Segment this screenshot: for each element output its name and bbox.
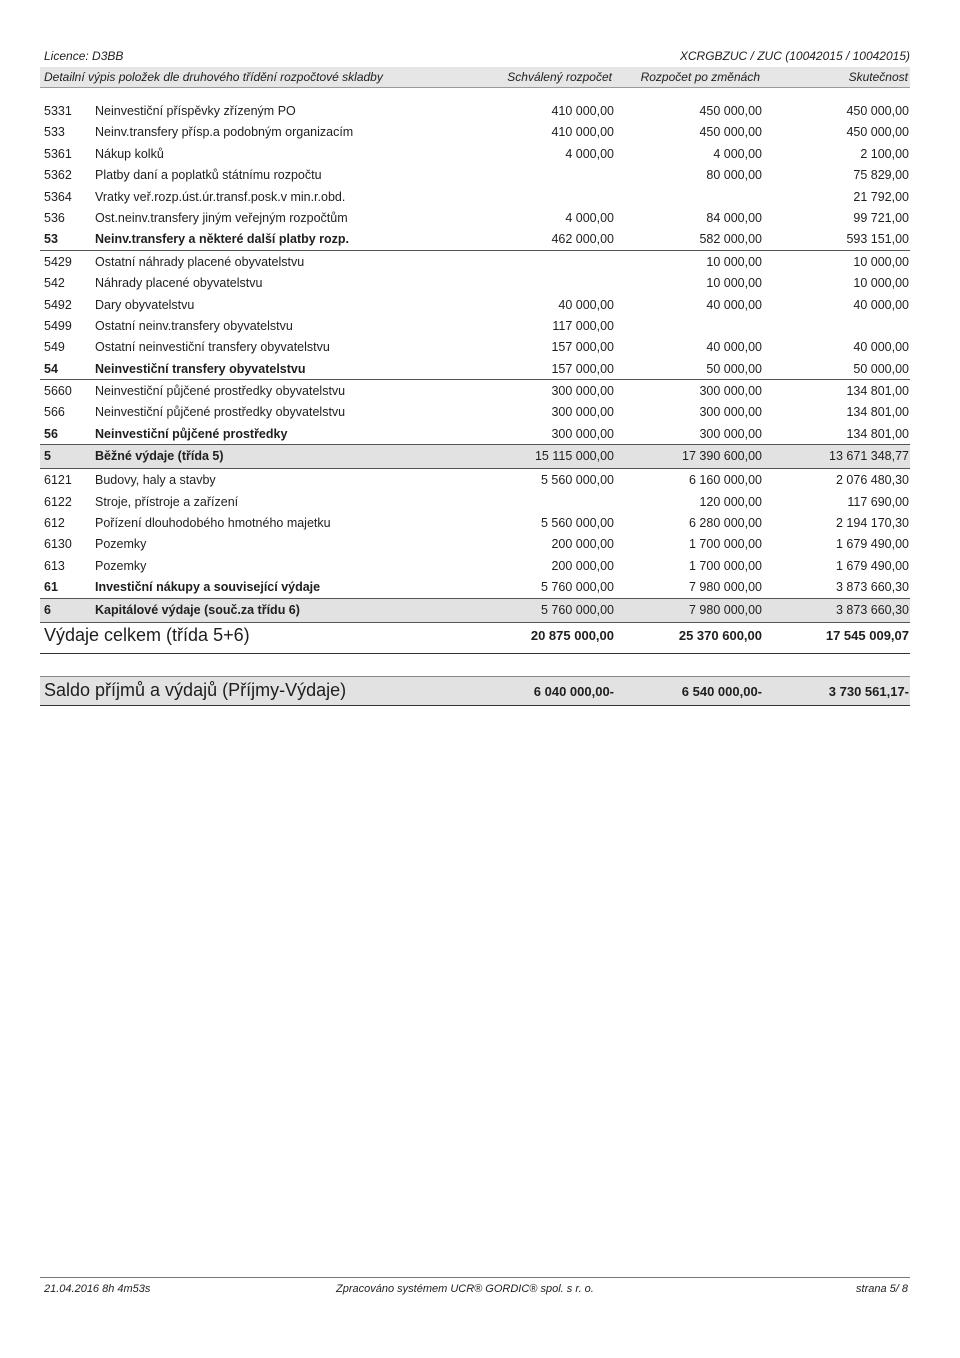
row-code: 5331 bbox=[44, 104, 72, 118]
saldo-revised: 6 540 000,00- bbox=[681, 684, 762, 699]
row-actual-value: 134 801,00 bbox=[846, 384, 909, 399]
row-name: Pozemky bbox=[95, 537, 147, 552]
row-actual-value: 1 679 490,00 bbox=[836, 558, 909, 573]
row-name: Náhrady placené obyvatelstvu bbox=[95, 276, 263, 291]
row-actual-value: 3 873 660,30 bbox=[836, 602, 909, 617]
row-code: 536 bbox=[44, 210, 65, 225]
row-approved-value: 200 000,00 bbox=[551, 558, 614, 573]
table-row bbox=[40, 491, 910, 512]
table-row bbox=[40, 315, 910, 336]
row-actual-value: 134 801,00 bbox=[846, 405, 909, 420]
row-revised-value: 450 000,00 bbox=[699, 104, 762, 118]
budget-table bbox=[40, 100, 910, 654]
total-row bbox=[40, 623, 910, 654]
row-approved-value: 20 875 000,00 bbox=[530, 627, 614, 643]
row-revised-value: 84 000,00 bbox=[706, 210, 762, 225]
row-code: 6 bbox=[44, 602, 51, 617]
row-revised-value: 50 000,00 bbox=[706, 361, 762, 376]
row-name: Kapitálové výdaje (souč.za třídu 6) bbox=[95, 602, 300, 617]
table-row bbox=[40, 380, 910, 401]
table-row bbox=[40, 121, 910, 142]
row-revised-value: 80 000,00 bbox=[706, 168, 762, 183]
row-approved-value: 410 000,00 bbox=[551, 125, 614, 140]
row-actual-value: 10 000,00 bbox=[853, 276, 909, 291]
row-approved-value: 462 000,00 bbox=[551, 232, 614, 247]
column-header-bar bbox=[40, 67, 910, 88]
row-name: Stroje, přístroje a zařízení bbox=[95, 494, 239, 509]
row-code: 5 bbox=[44, 449, 51, 464]
row-name: Neinv.transfery přísp.a podobným organizacím bbox=[95, 125, 354, 140]
row-actual-value: 450 000,00 bbox=[846, 125, 909, 140]
row-actual-value: 2 076 480,30 bbox=[836, 473, 909, 488]
row-actual-value: 75 829,00 bbox=[853, 168, 909, 183]
class-total-row bbox=[40, 599, 910, 623]
row-revised-value: 7 980 000,00 bbox=[689, 580, 762, 595]
group-total-row bbox=[40, 358, 910, 380]
row-name: Neinvestiční příspěvky zřízeným PO bbox=[95, 104, 296, 118]
row-approved-value: 5 560 000,00 bbox=[541, 473, 614, 488]
row-name: Ostatní neinvestiční transfery obyvatelstvu bbox=[95, 340, 330, 355]
saldo-actual: 3 730 561,17- bbox=[828, 684, 909, 699]
row-code: 6122 bbox=[44, 494, 72, 509]
row-revised-value: 6 280 000,00 bbox=[689, 516, 762, 531]
licence-label: Licence: D3BB bbox=[44, 49, 124, 63]
row-revised-value: 10 000,00 bbox=[706, 276, 762, 291]
row-name: Budovy, haly a stavby bbox=[95, 473, 216, 488]
row-name: Ostatní náhrady placené obyvatelstvu bbox=[95, 254, 305, 269]
row-actual-value: 1 679 490,00 bbox=[836, 537, 909, 552]
row-code: 5499 bbox=[44, 318, 72, 333]
row-code: 612 bbox=[44, 516, 65, 531]
row-code: 54 bbox=[44, 361, 58, 376]
col-header-approved: Schválený rozpočet bbox=[507, 70, 612, 84]
row-actual-value: 21 792,00 bbox=[853, 189, 909, 204]
row-code: 542 bbox=[44, 276, 65, 291]
row-revised-value: 300 000,00 bbox=[699, 426, 762, 441]
row-revised-value: 6 160 000,00 bbox=[689, 473, 762, 488]
row-approved-value: 410 000,00 bbox=[551, 104, 614, 118]
row-code: 6130 bbox=[44, 537, 72, 552]
report-header-top bbox=[44, 49, 910, 65]
table-row bbox=[40, 469, 910, 490]
row-actual-value: 40 000,00 bbox=[853, 297, 909, 312]
class-total-row bbox=[40, 445, 910, 469]
row-revised-value: 40 000,00 bbox=[706, 297, 762, 312]
row-name: Pozemky bbox=[95, 558, 147, 573]
group-total-row bbox=[40, 423, 910, 445]
group-total-row bbox=[40, 576, 910, 598]
table-row bbox=[40, 294, 910, 315]
row-name: Neinvestiční transfery obyvatelstvu bbox=[95, 361, 306, 376]
row-name: Ost.neinv.transfery jiným veřejným rozpočtům bbox=[95, 210, 348, 225]
table-row bbox=[40, 186, 910, 207]
table-row bbox=[40, 100, 910, 121]
saldo-label: Saldo příjmů a výdajů (Příjmy-Výdaje) bbox=[44, 680, 347, 700]
table-row bbox=[40, 401, 910, 422]
report-title: Detailní výpis položek dle druhového třídění rozpočtové skladby bbox=[44, 70, 383, 84]
row-revised-value: 1 700 000,00 bbox=[689, 558, 762, 573]
row-revised-value: 17 390 600,00 bbox=[682, 449, 762, 464]
row-approved-value: 300 000,00 bbox=[551, 384, 614, 399]
row-approved-value: 5 760 000,00 bbox=[541, 580, 614, 595]
row-approved-value: 15 115 000,00 bbox=[534, 449, 614, 464]
row-code: 56 bbox=[44, 426, 58, 441]
row-name: Neinvestiční půjčené prostředky bbox=[95, 426, 288, 441]
row-actual-value: 2 194 170,30 bbox=[836, 516, 909, 531]
row-actual-value: 10 000,00 bbox=[853, 254, 909, 269]
row-approved-value: 157 000,00 bbox=[551, 340, 614, 355]
row-actual-value: 593 151,00 bbox=[846, 232, 909, 247]
row-name: Investiční nákupy a související výdaje bbox=[95, 580, 321, 595]
row-code: 5362 bbox=[44, 168, 72, 183]
page-number: strana 5/ 8 bbox=[856, 1283, 908, 1295]
row-name: Výdaje celkem (třída 5+6) bbox=[44, 624, 250, 645]
page-footer bbox=[40, 1277, 910, 1298]
row-code: 533 bbox=[44, 125, 65, 140]
report-code: XCRGBZUC / ZUC (10042015 / 10042015) bbox=[679, 49, 910, 63]
row-actual-value: 2 100,00 bbox=[860, 146, 909, 161]
row-approved-value: 300 000,00 bbox=[551, 426, 614, 441]
row-revised-value: 7 980 000,00 bbox=[689, 602, 762, 617]
row-code: 5364 bbox=[44, 189, 72, 204]
row-revised-value: 10 000,00 bbox=[706, 254, 762, 269]
row-approved-value: 157 000,00 bbox=[551, 361, 614, 376]
row-actual-value: 99 721,00 bbox=[853, 210, 909, 225]
row-actual-value: 134 801,00 bbox=[846, 426, 909, 441]
table-row bbox=[40, 251, 910, 272]
row-approved-value: 200 000,00 bbox=[551, 537, 614, 552]
saldo-approved: 6 040 000,00- bbox=[533, 684, 614, 699]
row-approved-value: 5 560 000,00 bbox=[541, 516, 614, 531]
row-code: 5660 bbox=[44, 384, 72, 399]
saldo-row bbox=[40, 676, 910, 706]
row-code: 566 bbox=[44, 405, 65, 420]
row-revised-value: 120 000,00 bbox=[699, 494, 762, 509]
group-total-row bbox=[40, 228, 910, 250]
row-revised-value: 450 000,00 bbox=[699, 125, 762, 140]
row-code: 53 bbox=[44, 232, 58, 247]
table-row bbox=[40, 207, 910, 228]
row-approved-value: 300 000,00 bbox=[551, 405, 614, 420]
row-name: Pořízení dlouhodobého hmotného majetku bbox=[95, 516, 331, 531]
row-actual-value: 450 000,00 bbox=[846, 104, 909, 118]
row-revised-value: 582 000,00 bbox=[699, 232, 762, 247]
row-name: Neinvestiční půjčené prostředky obyvatelstvu bbox=[95, 405, 346, 420]
row-code: 613 bbox=[44, 558, 65, 573]
row-actual-value: 50 000,00 bbox=[853, 361, 909, 376]
row-code: 549 bbox=[44, 340, 65, 355]
row-actual-value: 40 000,00 bbox=[853, 340, 909, 355]
row-name: Vratky veř.rozp.úst.úr.transf.posk.v min.r.obd. bbox=[95, 189, 346, 204]
row-name: Ostatní neinv.transfery obyvatelstvu bbox=[95, 318, 293, 333]
col-header-actual: Skutečnost bbox=[848, 70, 908, 84]
print-timestamp: 21.04.2016 8h 4m53s bbox=[44, 1283, 151, 1295]
row-approved-value: 4 000,00 bbox=[565, 146, 614, 161]
row-actual-value: 17 545 009,07 bbox=[825, 627, 909, 643]
row-approved-value: 117 000,00 bbox=[552, 318, 614, 333]
row-actual-value: 117 690,00 bbox=[847, 494, 909, 509]
row-revised-value: 4 000,00 bbox=[713, 146, 762, 161]
row-code: 5492 bbox=[44, 297, 72, 312]
row-name: Platby daní a poplatků státnímu rozpočtu bbox=[95, 168, 322, 183]
row-actual-value: 3 873 660,30 bbox=[836, 580, 909, 595]
table-row bbox=[40, 164, 910, 185]
row-name: Běžné výdaje (třída 5) bbox=[95, 449, 224, 464]
row-name: Neinv.transfery a některé další platby rozp. bbox=[95, 232, 350, 247]
row-name: Nákup kolků bbox=[95, 146, 164, 161]
row-name: Neinvestiční půjčené prostředky obyvatelstvu bbox=[95, 384, 346, 399]
table-row bbox=[40, 555, 910, 576]
table-row bbox=[40, 336, 910, 357]
system-credit: Zpracováno systémem UCR® GORDIC® spol. s r. o. bbox=[336, 1283, 594, 1295]
table-row bbox=[40, 272, 910, 293]
row-revised-value: 300 000,00 bbox=[699, 405, 762, 420]
row-name: Dary obyvatelstvu bbox=[95, 297, 195, 312]
row-code: 61 bbox=[44, 580, 58, 595]
row-code: 5429 bbox=[44, 254, 72, 269]
row-actual-value: 13 671 348,77 bbox=[829, 449, 909, 464]
col-header-revised: Rozpočet po změnách bbox=[640, 70, 760, 84]
row-revised-value: 1 700 000,00 bbox=[689, 537, 762, 552]
row-revised-value: 40 000,00 bbox=[706, 340, 762, 355]
row-approved-value: 4 000,00 bbox=[565, 210, 614, 225]
row-revised-value: 300 000,00 bbox=[699, 384, 762, 399]
row-approved-value: 5 760 000,00 bbox=[541, 602, 614, 617]
row-revised-value: 25 370 600,00 bbox=[678, 627, 762, 643]
table-row bbox=[40, 512, 910, 533]
table-row bbox=[40, 143, 910, 164]
row-code: 6121 bbox=[44, 473, 72, 488]
row-code: 5361 bbox=[44, 146, 72, 161]
row-approved-value: 40 000,00 bbox=[558, 297, 614, 312]
table-row bbox=[40, 533, 910, 554]
